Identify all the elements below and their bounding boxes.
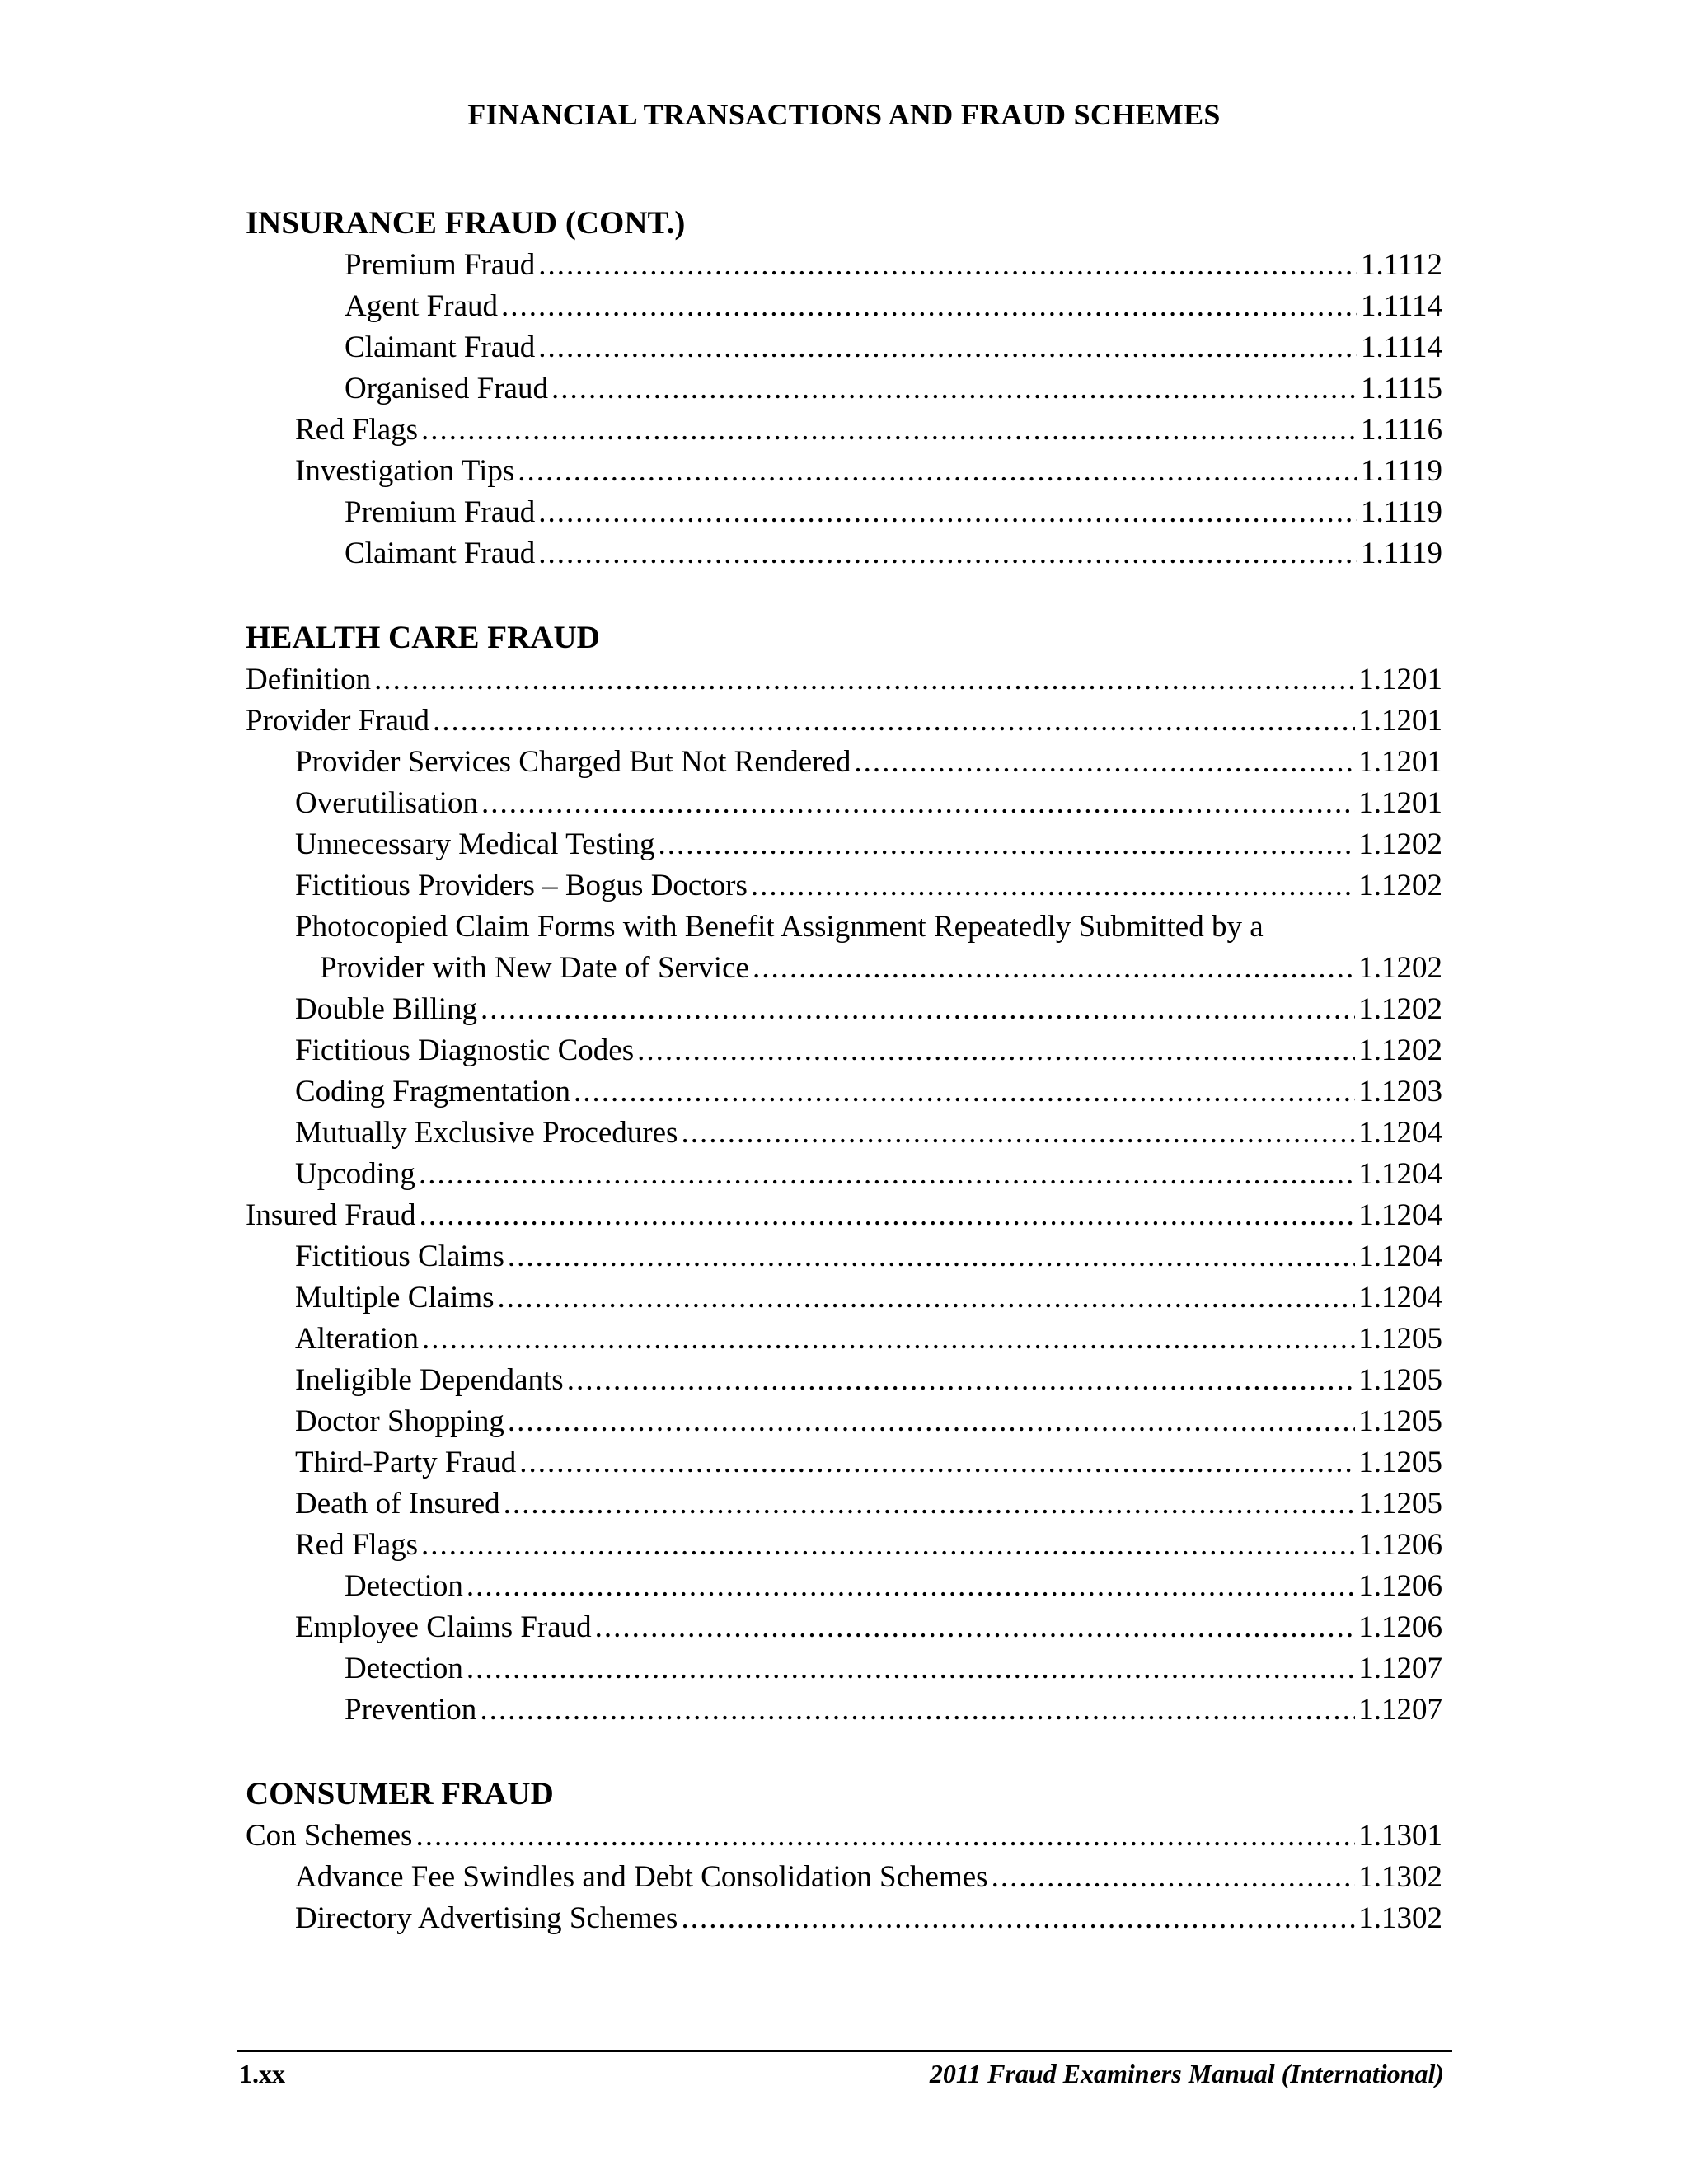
toc-entry-page: 1.1112	[1360, 248, 1442, 282]
toc-entry[interactable]	[246, 1690, 1442, 1731]
toc-entry-label: Coding Fragmentation	[295, 1075, 570, 1108]
dot-leader	[467, 1566, 1355, 1607]
toc-entry[interactable]	[246, 1816, 1442, 1857]
dot-leader	[508, 1236, 1355, 1277]
toc-entry-page: 1.1204	[1358, 1281, 1442, 1315]
dot-leader	[501, 286, 1357, 327]
toc-entry-label: Red Flags	[295, 1528, 419, 1562]
toc-entry-label: Prevention	[345, 1693, 477, 1727]
dot-leader	[421, 1525, 1355, 1566]
toc-entry[interactable]	[246, 1236, 1442, 1277]
dot-leader	[518, 451, 1357, 492]
toc-entry[interactable]	[246, 1525, 1442, 1566]
dot-leader	[538, 533, 1357, 574]
toc-entry[interactable]	[246, 533, 1442, 574]
toc-entry-label: Premium Fraud	[345, 248, 536, 282]
toc-section-health-care-fraud	[246, 616, 1442, 1731]
toc-entry-page: 1.1204	[1358, 1157, 1442, 1191]
toc-entry-page: 1.1301	[1358, 1819, 1442, 1853]
toc-entry[interactable]	[246, 1030, 1442, 1071]
toc-entry[interactable]	[246, 245, 1442, 286]
toc-entry[interactable]	[246, 1483, 1442, 1525]
toc-entry[interactable]	[246, 410, 1442, 451]
toc-entry-label: Double Billing	[295, 992, 477, 1026]
toc-section-insurance-fraud	[246, 202, 1442, 574]
toc-entry-label: Ineligible Dependants	[295, 1363, 564, 1397]
toc-entry[interactable]	[246, 1607, 1442, 1648]
toc-entry-page: 1.1207	[1358, 1693, 1442, 1727]
toc-entry-label: Death of Insured	[295, 1487, 500, 1521]
toc-entry-label: Employee Claims Fraud	[295, 1610, 592, 1644]
dot-leader	[854, 742, 1355, 783]
toc-entry-page: 1.1115	[1360, 372, 1442, 405]
dot-leader	[595, 1607, 1356, 1648]
toc-entry[interactable]	[246, 824, 1442, 865]
toc-entry-label: Agent Fraud	[345, 289, 498, 323]
toc-entry-page: 1.1206	[1358, 1610, 1442, 1644]
toc-entry[interactable]	[246, 1857, 1442, 1898]
dot-leader	[419, 1154, 1355, 1195]
dot-leader	[504, 1483, 1356, 1525]
toc-entry-page: 1.1202	[1358, 1033, 1442, 1067]
toc-entry[interactable]	[246, 1071, 1442, 1113]
toc-entry-label: Fictitious Providers – Bogus Doctors	[295, 869, 748, 902]
dot-leader	[422, 1319, 1355, 1360]
toc-entry-label: Claimant Fraud	[345, 537, 536, 570]
dot-leader	[481, 989, 1355, 1030]
toc-entry-page: 1.1116	[1360, 413, 1442, 447]
toc-entry-label: Overutilisation	[295, 786, 478, 820]
toc-entry-page: 1.1204	[1358, 1198, 1442, 1232]
section-heading: HEALTH CARE FRAUD	[246, 620, 600, 655]
toc-entry[interactable]	[246, 783, 1442, 824]
page-title: FINANCIAL TRANSACTIONS AND FRAUD SCHEMES	[467, 98, 1221, 131]
toc-entry[interactable]	[246, 1401, 1442, 1442]
dot-leader	[567, 1360, 1356, 1401]
dot-leader	[574, 1071, 1355, 1113]
toc-entry-page: 1.1119	[1360, 454, 1442, 488]
toc-entry-label: Upcoding	[295, 1157, 415, 1191]
toc-entry[interactable]	[246, 1648, 1442, 1690]
dot-leader	[637, 1030, 1355, 1071]
toc-entry-label: Unnecessary Medical Testing	[295, 827, 655, 861]
toc-entry-label: Doctor Shopping	[295, 1404, 504, 1438]
toc-entry-page: 1.1204	[1358, 1240, 1442, 1273]
dot-leader	[538, 245, 1357, 286]
toc-entry-page: 1.1206	[1358, 1569, 1442, 1603]
dot-leader	[498, 1277, 1356, 1319]
toc-entry-label: Alteration	[295, 1322, 420, 1356]
toc-entry-label: Provider Fraud	[246, 704, 429, 738]
toc-entry[interactable]	[246, 989, 1442, 1030]
toc-entry-label: Multiple Claims	[295, 1281, 495, 1315]
toc-entry-label: Advance Fee Swindles and Debt Consolidation Schemes	[295, 1860, 988, 1894]
toc-entry-label: Photocopied Claim Forms with Benefit Assignment Repeatedly Submitted by a	[295, 910, 1264, 944]
dot-leader	[421, 410, 1357, 451]
dot-leader	[519, 1442, 1355, 1483]
toc-entry-page: 1.1205	[1358, 1404, 1442, 1438]
toc-entry-label: Premium Fraud	[345, 495, 536, 529]
toc-entry-label: Claimant Fraud	[345, 330, 536, 364]
toc-entry-label: Provider Services Charged But Not Rendered	[295, 745, 851, 779]
footer-publication: 2011 Fraud Examiners Manual (International)	[929, 2059, 1444, 2088]
dot-leader	[753, 948, 1355, 989]
toc-entry-page: 1.1119	[1360, 495, 1442, 529]
toc-entry-label: Fictitious Claims	[295, 1240, 504, 1273]
toc-entry[interactable]	[246, 286, 1442, 327]
dot-leader	[681, 1113, 1355, 1154]
toc-entry[interactable]	[246, 327, 1442, 368]
toc-entry-label: Insured Fraud	[246, 1198, 416, 1232]
toc-entry-page: 1.1205	[1358, 1446, 1442, 1479]
dot-leader	[374, 659, 1355, 701]
toc-entry-label: Definition	[246, 663, 372, 696]
dot-leader	[658, 824, 1355, 865]
toc-entry-label: Provider with New Date of Service	[320, 951, 749, 985]
toc-entry[interactable]	[246, 701, 1442, 742]
toc-entry[interactable]	[246, 451, 1442, 492]
toc-section-consumer-fraud	[246, 1773, 1442, 1939]
toc-entry-page: 1.1119	[1360, 537, 1442, 570]
section-heading: INSURANCE FRAUD (CONT.)	[246, 205, 686, 241]
toc-entry[interactable]	[246, 492, 1442, 533]
toc-entry-label: Third-Party Fraud	[295, 1446, 517, 1479]
toc-entry-page: 1.1202	[1358, 827, 1442, 861]
toc-entry-page: 1.1302	[1358, 1860, 1442, 1894]
section-heading: CONSUMER FRAUD	[246, 1776, 554, 1811]
toc-entry-page: 1.1207	[1358, 1652, 1442, 1685]
dot-leader	[551, 368, 1357, 410]
toc-entry[interactable]	[246, 368, 1442, 410]
toc-entry[interactable]	[246, 865, 1442, 907]
dot-leader	[480, 1690, 1355, 1731]
toc-entry-page: 1.1205	[1358, 1363, 1442, 1397]
toc-entry-page: 1.1203	[1358, 1075, 1442, 1108]
toc-entry-page: 1.1204	[1358, 1116, 1442, 1150]
toc-entry[interactable]	[246, 1154, 1442, 1195]
toc-entry-page: 1.1114	[1360, 330, 1442, 364]
toc-entry-page: 1.1201	[1358, 663, 1442, 696]
toc-entry[interactable]	[246, 1113, 1442, 1154]
footer-rule	[237, 2050, 1452, 2052]
toc-entry-label: Fictitious Diagnostic Codes	[295, 1033, 635, 1067]
toc-entry[interactable]	[246, 1898, 1442, 1939]
table-of-contents	[246, 202, 1442, 1981]
toc-entry-label: Detection	[345, 1652, 463, 1685]
toc-entry-page: 1.1201	[1358, 704, 1442, 738]
toc-entry-page: 1.1206	[1358, 1528, 1442, 1562]
dot-leader	[420, 1195, 1356, 1236]
toc-entry-page: 1.1201	[1358, 786, 1442, 820]
dot-leader	[467, 1648, 1355, 1690]
toc-entry-label: Mutually Exclusive Procedures	[295, 1116, 678, 1150]
toc-entry-label: Con Schemes	[246, 1819, 413, 1853]
dot-leader	[481, 783, 1355, 824]
footer-page-number: 1.xx	[239, 2059, 285, 2088]
toc-entry-page: 1.1202	[1358, 951, 1442, 985]
dot-leader	[681, 1898, 1355, 1939]
toc-entry[interactable]	[246, 1360, 1442, 1401]
toc-entry-label: Organised Fraud	[345, 372, 548, 405]
toc-entry[interactable]	[246, 1277, 1442, 1319]
toc-entry[interactable]	[246, 948, 1442, 989]
dot-leader	[415, 1816, 1355, 1857]
toc-entry-page: 1.1302	[1358, 1901, 1442, 1935]
toc-entry[interactable]	[246, 1319, 1442, 1360]
dot-leader	[433, 701, 1355, 742]
toc-entry[interactable]	[246, 659, 1442, 701]
toc-entry[interactable]	[246, 1442, 1442, 1483]
toc-entry-label: Red Flags	[295, 413, 419, 447]
toc-entry-page: 1.1202	[1358, 992, 1442, 1026]
toc-entry-page: 1.1205	[1358, 1487, 1442, 1521]
dot-leader	[992, 1857, 1356, 1898]
toc-entry[interactable]	[246, 1566, 1442, 1607]
toc-entry[interactable]	[246, 742, 1442, 783]
dot-leader	[508, 1401, 1355, 1442]
toc-entry-page: 1.1205	[1358, 1322, 1442, 1356]
toc-entry-page: 1.1201	[1358, 745, 1442, 779]
toc-entry[interactable]	[246, 1195, 1442, 1236]
toc-entry-label: Detection	[345, 1569, 463, 1603]
toc-entry-page: 1.1202	[1358, 869, 1442, 902]
dot-leader	[751, 865, 1355, 907]
toc-entry-label: Investigation Tips	[295, 454, 515, 488]
toc-entry-label: Directory Advertising Schemes	[295, 1901, 678, 1935]
dot-leader	[538, 327, 1357, 368]
toc-entry-page: 1.1114	[1360, 289, 1442, 323]
dot-leader	[538, 492, 1357, 533]
toc-entry[interactable]	[246, 907, 1442, 948]
